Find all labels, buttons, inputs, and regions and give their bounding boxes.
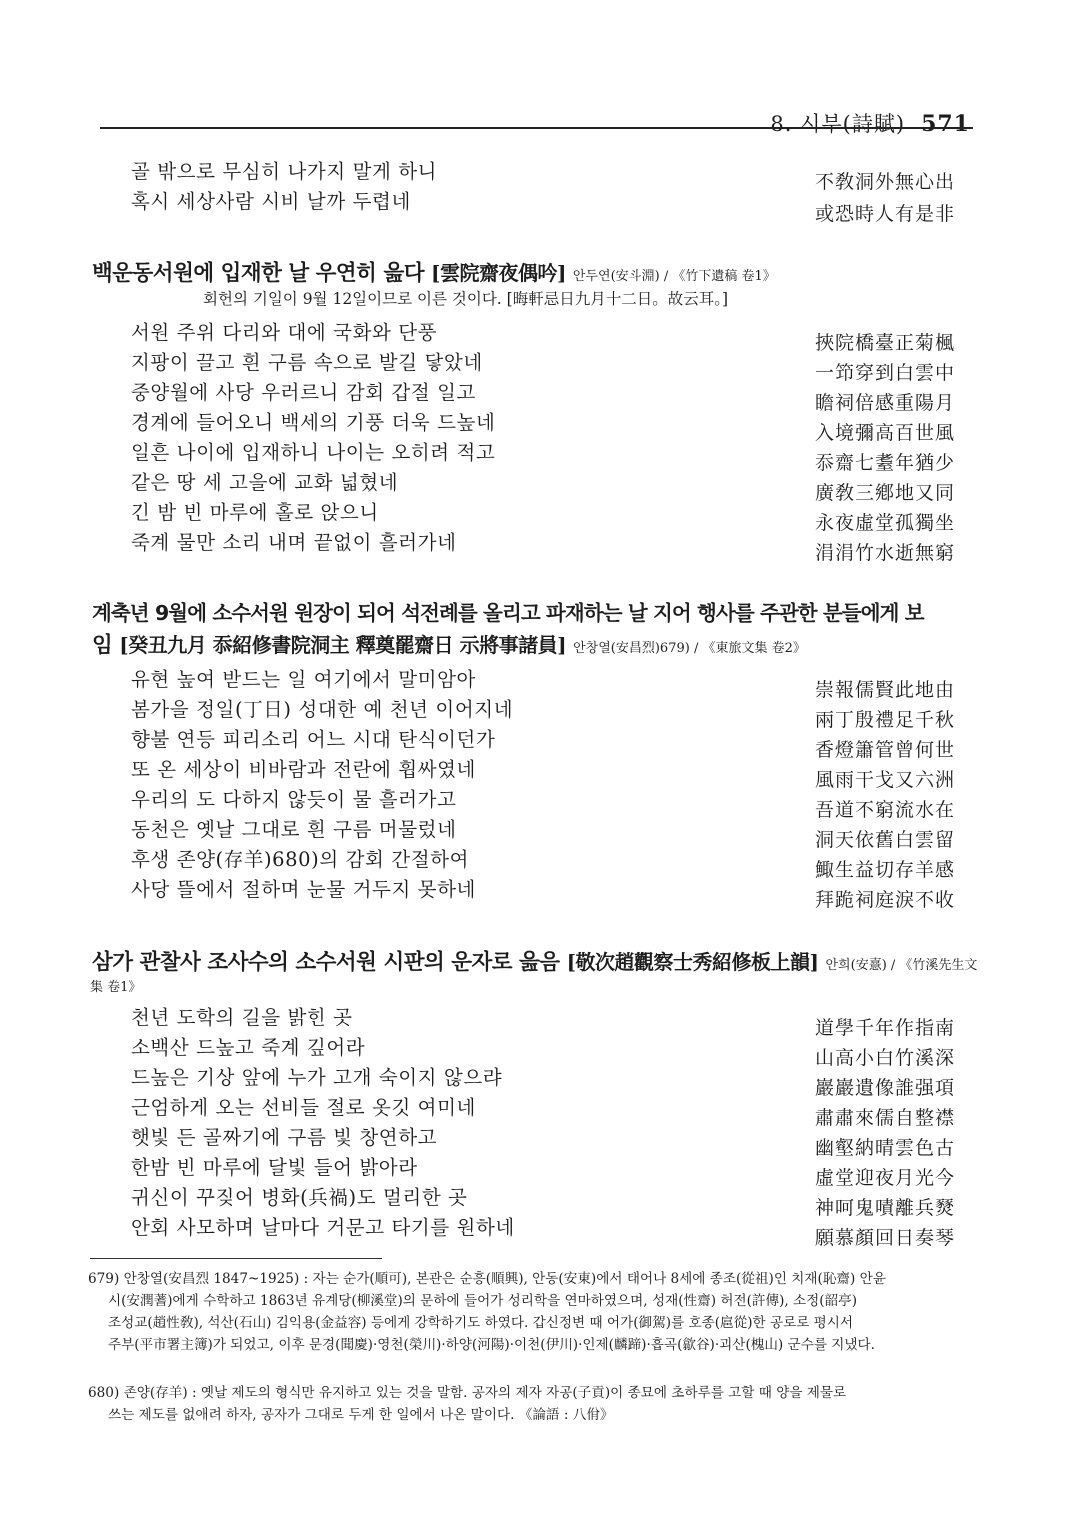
chinese-line: 拜跪祠庭淚不收 xyxy=(814,889,955,911)
chinese-line: 風雨干戈又六洲 xyxy=(814,769,955,791)
chinese-line: 肅肅來儒自整襟 xyxy=(814,1107,955,1129)
chinese-line: 香燈簫管曾何世 xyxy=(814,739,955,761)
korean-line: 향불 연등 피리소리 어느 시대 탄식이던가 xyxy=(131,728,496,751)
section-title: 8. 시부(詩賦) xyxy=(770,112,906,136)
chinese-line: 不敎洞外無心出 xyxy=(814,171,955,193)
korean-line: 우리의 도 다하지 않듯이 물 흘러가고 xyxy=(131,788,457,811)
poem-title-hanja: [敬次趙觀察士秀紹修板上韻] xyxy=(566,950,819,974)
chinese-line: 洞天依舊白雲留 xyxy=(814,829,955,851)
korean-line: 또 온 세상이 비바람과 전란에 휩싸였네 xyxy=(131,758,476,781)
korean-line: 드높은 기상 앞에 누가 고개 숙이지 않으랴 xyxy=(131,1066,503,1089)
chinese-line: 山高小白竹溪深 xyxy=(814,1047,955,1069)
korean-line: 지팡이 끌고 흰 구름 속으로 발길 닿았네 xyxy=(131,351,483,374)
chinese-line: 廣敎三鄕地又同 xyxy=(814,482,955,504)
poem-title-hanja: [雲院齋夜偶吟] xyxy=(430,261,566,285)
footnote-line: 680) 존양(存羊) : 옛날 제도의 형식만 유지하고 있는 것을 말함. 공자의 제자 자공(子貢)이 종묘에 초하루를 고할 때 양을 제물로 xyxy=(88,1385,847,1401)
header-rule xyxy=(100,127,973,129)
page-number: 571 xyxy=(921,111,970,137)
chinese-line: 吾道不窮流水在 xyxy=(814,799,955,821)
chinese-line: 道學千年作指南 xyxy=(814,1017,955,1039)
poem-title-hanja: [癸丑九月 忝紹修書院洞主 釋奠罷齋日 示將事諸員] xyxy=(119,633,567,657)
poem-title-text: 임 xyxy=(92,633,113,658)
korean-line: 중양월에 사당 우러르니 감회 갑절 일고 xyxy=(131,381,476,404)
poem-title xyxy=(92,945,977,976)
korean-line: 서원 주위 다리와 대에 국화와 단풍 xyxy=(131,321,438,344)
running-head xyxy=(770,108,970,138)
chinese-line: 一笻穿到白雲中 xyxy=(814,362,955,384)
footnote-line: 시(安潤蓍)에게 수학하고 1863년 유계당(柳溪堂)의 문하에 들어가 성리학을 연마하였으며, 성재(性齋) 허전(許傳), 소정(韶亭) xyxy=(108,1293,858,1309)
chinese-line: 巖巖遺像誰强項 xyxy=(814,1077,955,1099)
poem-source-continued xyxy=(90,972,141,997)
footnote-line: 679) 안창열(安昌烈 1847~1925) : 자는 순가(順可), 본관은 순흥(順興), 안동(安東)에서 태어나 8세에 종조(從祖)인 치재(恥齋) 안윤 xyxy=(88,1271,886,1287)
footnote-rule xyxy=(90,1258,382,1259)
korean-line: 죽계 물만 소리 내며 끝없이 흘러가네 xyxy=(131,531,457,554)
korean-line: 근엄하게 오는 선비들 절로 옷깃 여미네 xyxy=(131,1096,476,1119)
chinese-line: 崇報儒賢此地由 xyxy=(814,679,955,701)
chinese-line: 願慕顏回日奏琴 xyxy=(814,1227,955,1249)
chinese-line: 挾院橋臺正菊楓 xyxy=(814,332,955,354)
korean-line: 동천은 옛날 그대로 흰 구름 머물렀네 xyxy=(131,818,457,841)
korean-line: 소백산 드높고 죽계 깊어라 xyxy=(131,1036,366,1059)
chinese-line: 虛堂迎夜月光今 xyxy=(814,1167,955,1189)
poem-note: 회헌의 기일이 9월 12일이므로 이른 것이다. [晦軒忌日九月十二日。故云耳。] xyxy=(203,290,728,308)
korean-line: 귀신이 꾸짖어 병화(兵禍)도 멀리한 곳 xyxy=(131,1186,468,1209)
korean-line: 햇빛 든 골짜기에 구름 빛 창연하고 xyxy=(131,1126,438,1149)
poem-title-text: 백운동서원에 입재한 날 우연히 읊다 xyxy=(92,261,424,286)
chinese-line: 兩丁殷禮足千秋 xyxy=(814,709,955,731)
footnote-680 xyxy=(88,1382,958,1426)
korean-line: 후생 존양(存羊)680)의 감회 간절하여 xyxy=(131,848,470,871)
chinese-line: 忝齋七耋年猶少 xyxy=(814,452,955,474)
korean-line: 사당 뜰에서 절하며 눈물 거두지 못하네 xyxy=(131,878,476,901)
korean-line: 경계에 들어오니 백세의 기풍 더욱 드높네 xyxy=(131,411,496,434)
footnote-line: 쓰는 제도를 없애려 하자, 공자가 그대로 두게 한 일에서 나온 말이다. 《論語 : 八佾》 xyxy=(108,1407,614,1423)
chinese-line: 涓涓竹水逝無窮 xyxy=(814,542,955,564)
korean-line: 봄가을 정일(丁日) 성대한 예 천년 이어지네 xyxy=(131,698,514,721)
korean-line: 골 밖으로 무심히 나가지 말게 하니 xyxy=(131,160,438,183)
korean-line: 유현 높여 받드는 일 여기에서 말미암아 xyxy=(131,668,476,691)
chinese-line: 或恐時人有是非 xyxy=(814,203,955,225)
chinese-line: 永夜虛堂孤獨坐 xyxy=(814,512,955,534)
korean-line: 혹시 세상사람 시비 날까 두렵네 xyxy=(131,190,411,213)
chinese-line: 瞻祠倍感重陽月 xyxy=(814,392,955,414)
footnote-line: 조성교(趙性敎), 석산(石山) 김익용(金益容) 등에게 강학하기도 하였다. 갑신정변 때 어가(御駕)를 호종(扈從)한 공로로 평시서 xyxy=(108,1315,854,1331)
chinese-line: 鯫生益切存羊感 xyxy=(814,859,955,881)
korean-line: 한밤 빈 마루에 달빛 들어 밝아라 xyxy=(131,1156,418,1179)
poem-title xyxy=(92,628,806,659)
chinese-line: 神呵鬼嘖離兵燹 xyxy=(814,1197,955,1219)
korean-line: 천년 도학의 길을 밝힌 곳 xyxy=(131,1006,353,1029)
chinese-line: 幽壑納晴雲色古 xyxy=(814,1137,955,1159)
korean-line: 긴 밤 빈 마루에 홀로 앉으니 xyxy=(131,501,379,524)
footnote-679 xyxy=(88,1268,958,1356)
korean-line: 같은 땅 세 고을에 교화 넓혔네 xyxy=(131,471,399,494)
poem-source: 안창열(安昌烈)679) / 《東旅文集 卷2》 xyxy=(573,641,806,656)
footnote-line: 주부(平市署主簿)가 되었고, 이후 문경(聞慶)·영천(榮川)·하양(河陽)·이천(伊川)·인제(麟蹄)·흡곡(歙谷)·괴산(槐山) 군수를 지냈다. xyxy=(108,1337,875,1353)
korean-line: 일흔 나이에 입재하니 나이는 오히려 적고 xyxy=(131,441,496,464)
chinese-line: 入境彌高百世風 xyxy=(814,422,955,444)
poem-source-part2: 集 卷1》 xyxy=(90,980,142,995)
poem-source: 안희(安憙) / 《竹溪先生文 xyxy=(825,958,978,973)
poem-title xyxy=(92,256,776,287)
poem-source: 안두연(安斗淵) / 《竹下遺稿 卷1》 xyxy=(572,269,776,284)
poem-title-text: 삼가 관찰사 조사수의 소수서원 시판의 운자로 읊음 xyxy=(92,950,560,975)
korean-line: 안회 사모하며 날마다 거문고 타기를 원하네 xyxy=(131,1216,515,1239)
poem-title-line: 계축년 9월에 소수서원 원장이 되어 석전례를 올리고 파재하는 날 지어 행사를 주관한 분들에게 보 xyxy=(92,601,924,625)
